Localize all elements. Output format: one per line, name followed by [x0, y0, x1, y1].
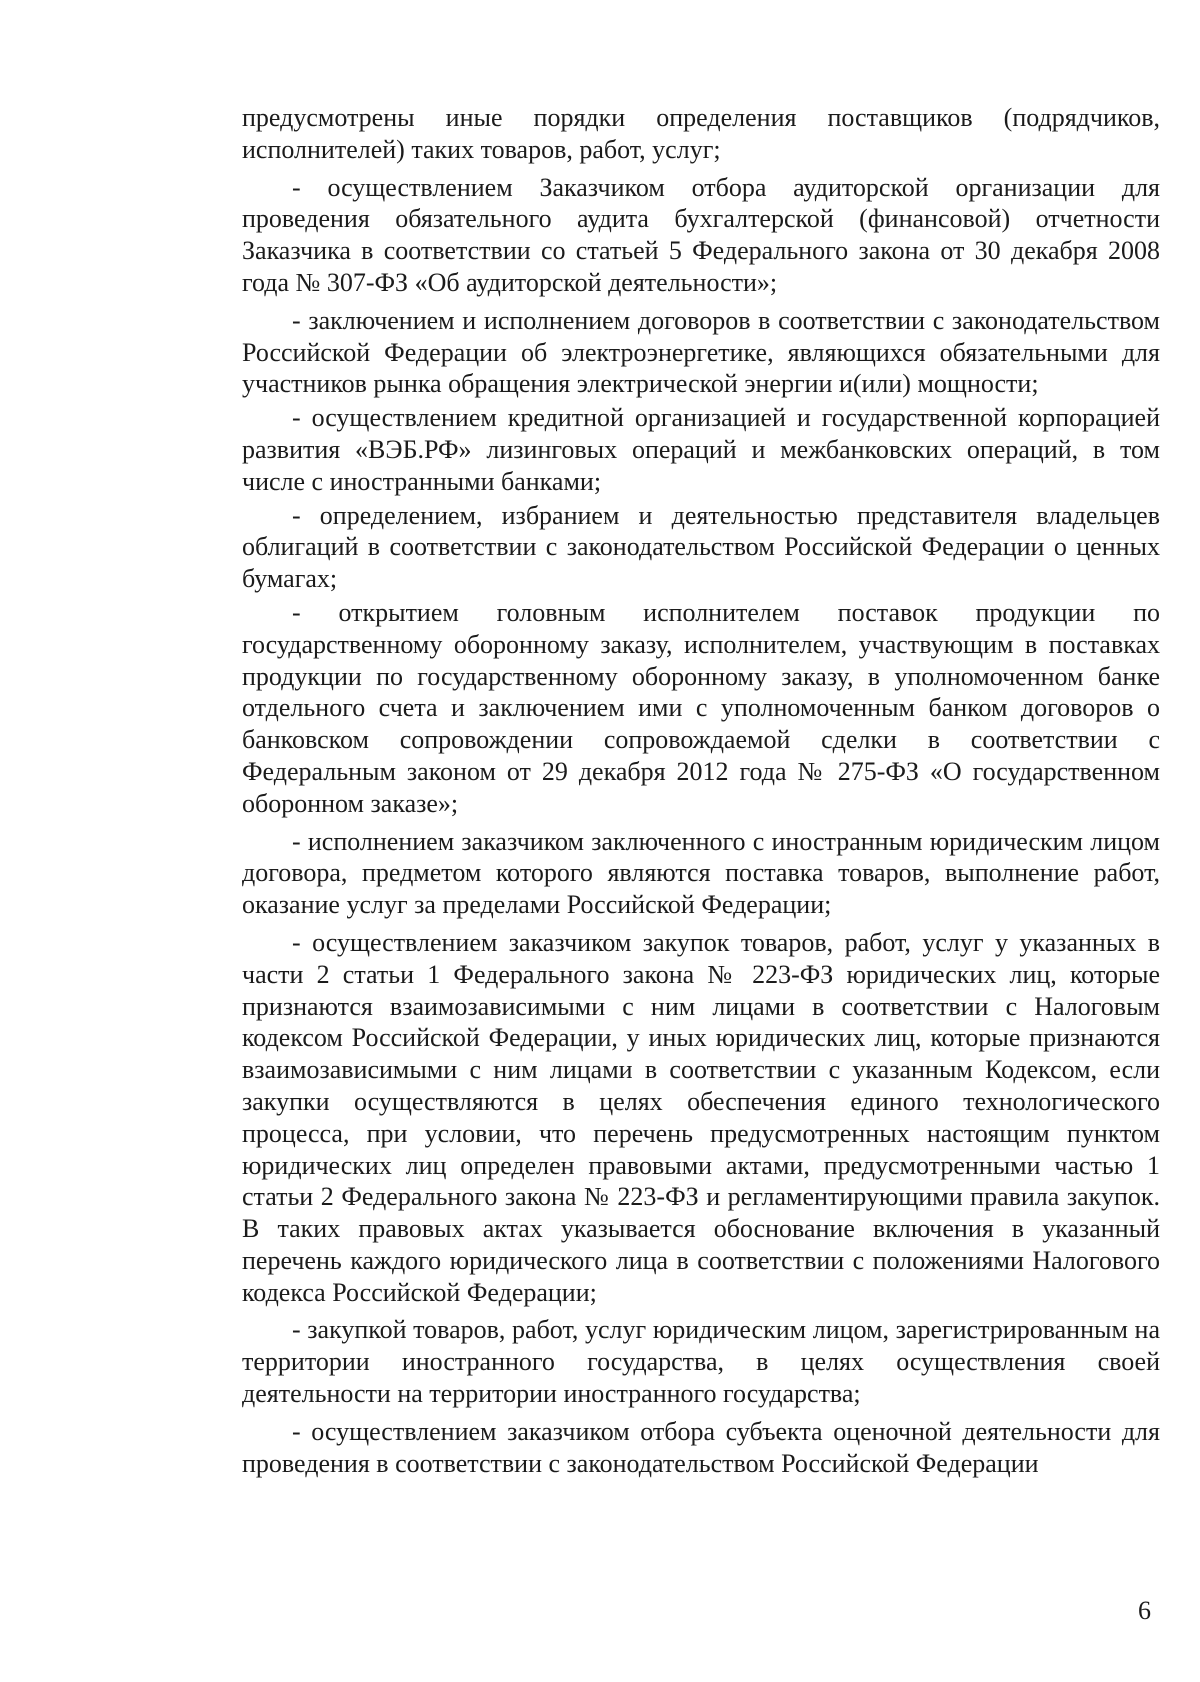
paragraph: - определением, избранием и деятельностью представителя владельцев облигаций в соответствии с законодательством Российской Федерации о ценных бумагах; [242, 500, 1160, 594]
paragraph: - осуществлением Заказчиком отбора аудиторской организации для проведения обязательного аудита бухгалтерской (финансовой) отчетности Заказчика в соответствии со статьей 5 Федерального закона от 30 декабря 2008 года № 307-ФЗ «Об аудиторской деятельности»; [242, 172, 1160, 297]
page-number: 6 [1138, 1596, 1151, 1625]
paragraph: - осуществлением заказчиком закупок товаров, работ, услуг у указанных в части 2 статьи 1 Федерального закона № 223-ФЗ юридических лиц, которые признаются взаимозависимыми с ним лицами в соответствии с Налоговым кодексом Российской Федерации, у иных юридических лиц, которые признаются взаимозависимыми с ним лицами в соответствии с указанным Кодексом, если закупки осуществляются в целях обеспечения единого технологического процесса, при условии, что перечень предусмотренных настоящим пунктом юридических лиц определен правовыми актами, предусмотренными частью 1 статьи 2 Федерального закона № 223-ФЗ и регламентирующими правила закупок. В таких правовых актах указывается обоснование включения в указанный перечень каждого юридического лица в соответствии с положениями Налогового кодекса Российской Федерации; [242, 927, 1160, 1307]
paragraph: - заключением и исполнением договоров в соответствии с законодательством Российской Федерации об электроэнергетике, являющихся обязательными для участников рынка обращения электрической энергии и(или) мощности; [242, 305, 1160, 399]
paragraph: - осуществлением заказчиком отбора субъекта оценочной деятельности для проведения в соответствии с законодательством Российской Федерации [242, 1416, 1160, 1478]
paragraph: - осуществлением кредитной организацией и государственной корпорацией развития «ВЭБ.РФ» лизинговых операций и межбанковских операций, в том числе с иностранными банками; [242, 403, 1160, 496]
paragraph: - исполнением заказчиком заключенного с иностранным юридическим лицом договора, предметом которого являются поставка товаров, выполнение работ, оказание услуг за пределами Российской Федерации; [242, 826, 1160, 920]
document-body [242, 102, 1160, 1485]
paragraph: - открытием головным исполнителем поставок продукции по государственному оборонному заказу, исполнителем, участвующим в поставках продукции по государственному оборонному заказу, в уполномоченном банке отдельного счета и заключением ими с уполномоченным банком договоров о банковском сопровождении сопровождаемой сделки в соответствии с Федеральным законом от 29 декабря 2012 года № 275-ФЗ «О государственном оборонном заказе»; [242, 597, 1160, 818]
paragraph: - закупкой товаров, работ, услуг юридическим лицом, зарегистрированным на территории иностранного государства, в целях осуществления своей деятельности на территории иностранного государства; [242, 1315, 1160, 1409]
paragraph: предусмотрены иные порядки определения поставщиков (подрядчиков, исполнителей) таких товаров, работ, услуг; [242, 103, 1160, 164]
